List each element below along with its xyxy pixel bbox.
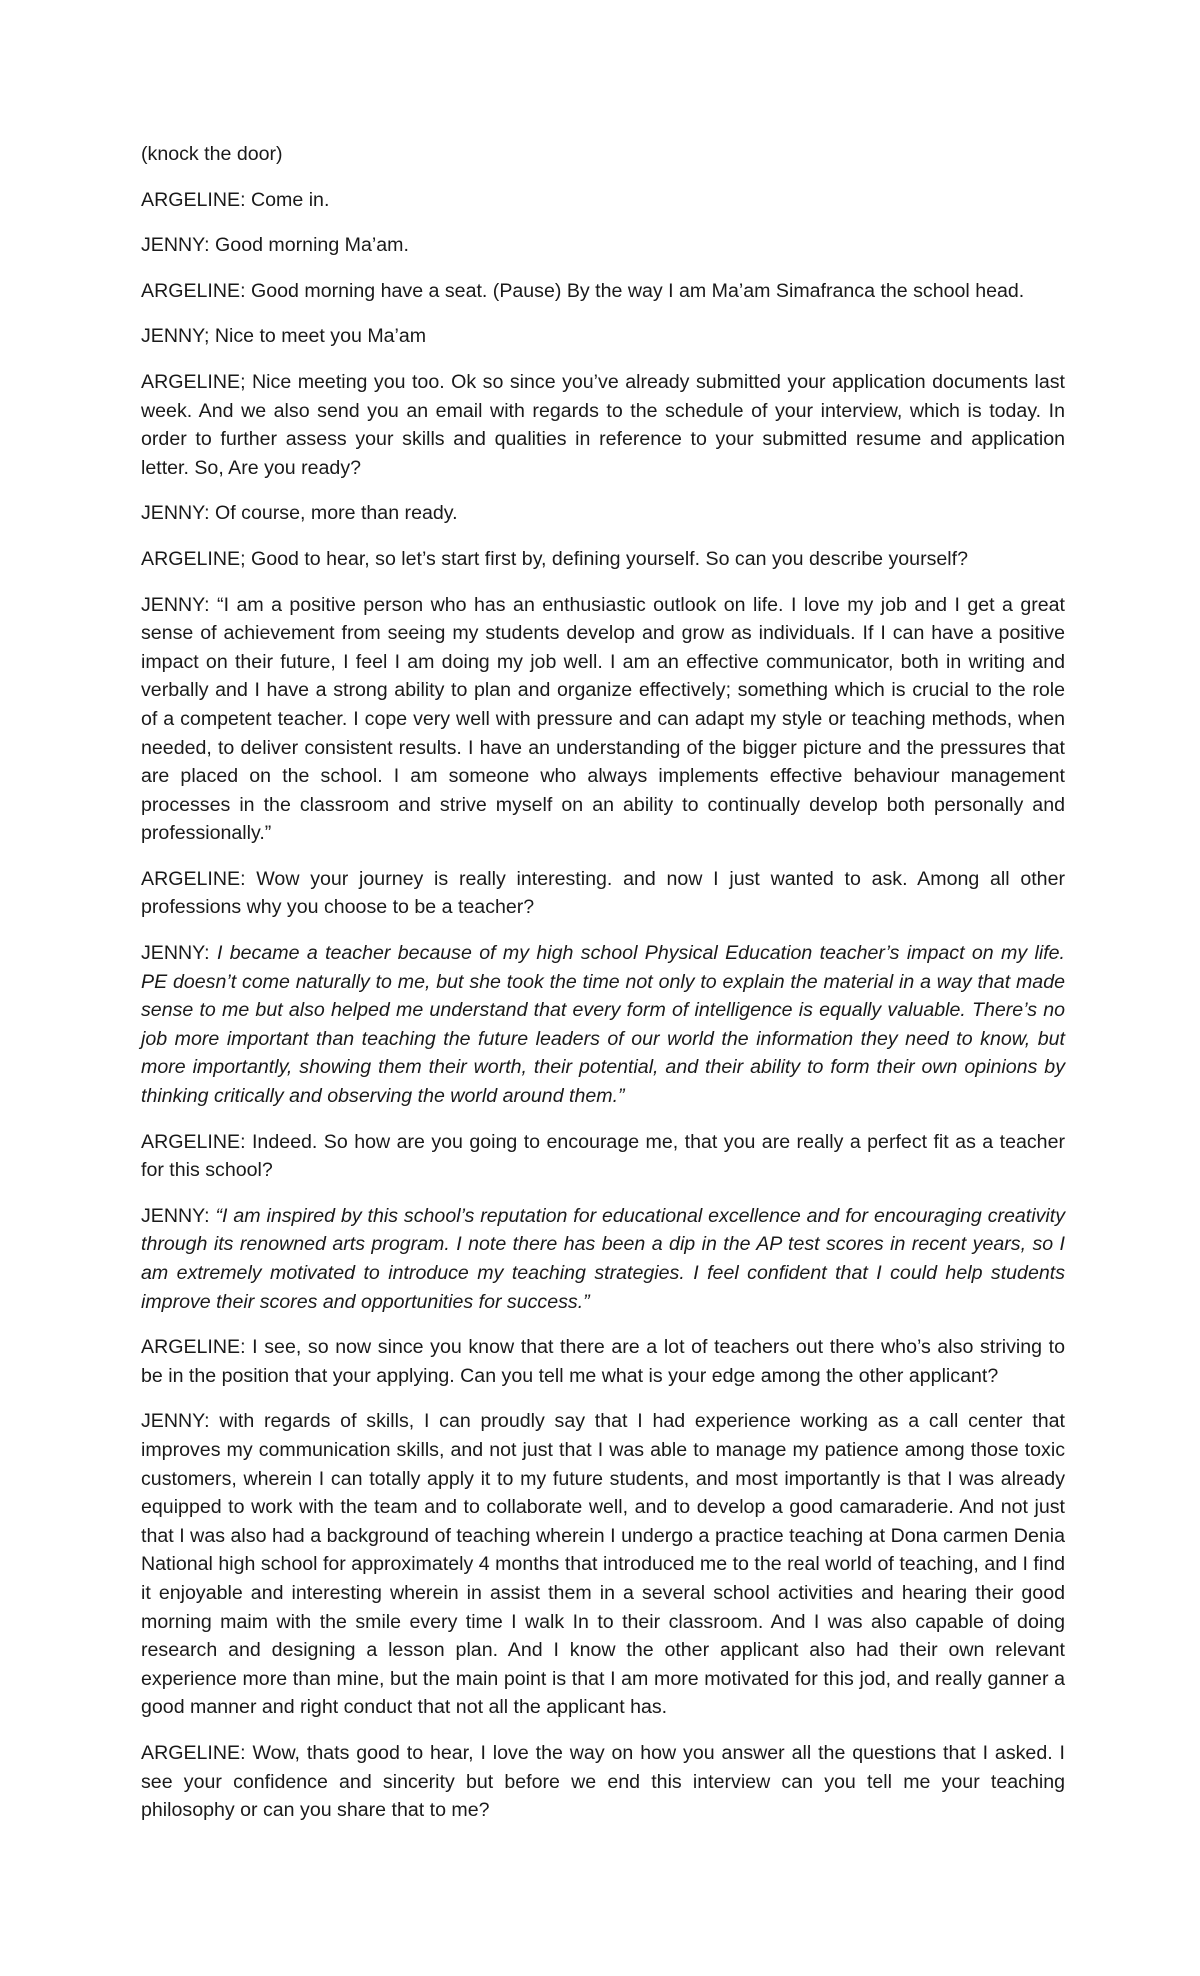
dialogue-text: Good morning have a seat. (Pause) By the way I am Ma’am Simafranca the school head. bbox=[245, 279, 1025, 302]
speaker-name: ARGELINE; bbox=[141, 370, 246, 393]
document-page bbox=[141, 140, 1065, 1842]
dialogue-text: Wow, thats good to hear, I love the way on how you answer all the questions that I asked. I see your confidence and sincerity but before we end this interview can you tell me your teaching philosophy or can you share that to me? bbox=[141, 1741, 1065, 1822]
speaker-name: ARGELINE: bbox=[141, 1741, 246, 1764]
dialogue-text: Come in. bbox=[245, 188, 330, 211]
paragraph-text: (knock the door) bbox=[141, 143, 283, 165]
speaker-name: JENNY: bbox=[141, 234, 210, 257]
speaker-name: ARGELINE: bbox=[141, 279, 246, 302]
dialogue-text: Nice meeting you too. Ok so since you’ve already submitted your application documents last week. And we also send you an email with regards to the schedule of your interview, which is today. In order to further assess your skills and qualities in reference to your submitted resume and application letter. So, Are you ready? bbox=[141, 370, 1065, 479]
dialogue-text: “I am a positive person who has an enthusiastic outlook on life. I love my job and I get a great sense of achievement from seeing my students develop and grow as individuals. If I can have a positive impact on their future, I feel I am doing my job well. I am an effective communicator, both in writing and verbally and I have a strong ability to plan and organize effectively; something which is crucial to the role of a competent teacher. I cope very well with pressure and can adapt my style or teaching methods, when needed, to deliver consistent results. I have an understanding of the bigger picture and the pressures that are placed on the school. I am someone who always implements effective behaviour management processes in the classroom and strive myself on an ability to continually develop both personally and professionally.” bbox=[141, 593, 1065, 845]
dialogue-line bbox=[141, 865, 1065, 922]
dialogue-line bbox=[141, 277, 1065, 306]
dialogue-text: I became a teacher because of my high school Physical Education teacher’s impact on my life. PE doesn’t come naturally to me, but she took the time not only to explain the material in a way that made sense to me but also helped me understand that every form of intelligence is equally valuable. There’s no job more important than teaching the future leaders of our world the information they need to know, but more importantly, showing them their worth, their potential, and their ability to form their own opinions by thinking critically and observing the world around them.” bbox=[141, 942, 1065, 1108]
speaker-name: JENNY: bbox=[141, 1410, 210, 1433]
dialogue-line bbox=[141, 499, 1065, 528]
speaker-name: JENNY: bbox=[141, 502, 210, 525]
dialogue-text: Good morning Ma’am. bbox=[209, 234, 409, 257]
dialogue-text: Indeed. So how are you going to encourage me, that you are really a perfect fit as a teacher for this school? bbox=[141, 1130, 1065, 1182]
speaker-name: JENNY; bbox=[141, 325, 210, 348]
dialogue-line bbox=[141, 186, 1065, 215]
stage-direction bbox=[141, 140, 1065, 169]
dialogue-line bbox=[141, 231, 1065, 260]
dialogue-line bbox=[141, 939, 1065, 1111]
dialogue-text: with regards of skills, I can proudly say that I had experience working as a call center that improves my communication skills, and not just that I was able to manage my patience among those toxic customers, wherein I can totally apply it to my future students, and most importantly is that I was already equipped to work with the team and to collaborate well, and to develop a good camaraderie. And not just that I was also had a background of teaching wherein I undergo a practice teaching at Dona carmen Denia National high school for approximately 4 months that introduced me to the real world of teaching, and I find it enjoyable and interesting wherein in assist them in a several school activities and hearing their good morning maim with the smile every time I walk In to their classroom. And I was also capable of doing research and designing a lesson plan. And I know the other applicant also had their own relevant experience more than mine, but the main point is that I am more motivated for this jod, and really ganner a good manner and right conduct that not all the applicant has. bbox=[141, 1410, 1065, 1719]
dialogue-line bbox=[141, 1739, 1065, 1825]
speaker-name: JENNY: bbox=[141, 942, 210, 965]
speaker-name: JENNY: bbox=[141, 593, 210, 616]
dialogue-line bbox=[141, 1333, 1065, 1390]
dialogue-line bbox=[141, 368, 1065, 482]
speaker-name: ARGELINE; bbox=[141, 547, 246, 570]
speaker-name: ARGELINE: bbox=[141, 1336, 246, 1359]
dialogue-text: Wow your journey is really interesting. and now I just wanted to ask. Among all other professions why you choose to be a teacher? bbox=[141, 867, 1065, 919]
dialogue-line bbox=[141, 1128, 1065, 1185]
dialogue-line bbox=[141, 1202, 1065, 1316]
dialogue-text: Good to hear, so let’s start first by, defining yourself. So can you describe yourself? bbox=[245, 547, 968, 570]
dialogue-line bbox=[141, 322, 1065, 351]
speaker-name: ARGELINE: bbox=[141, 188, 246, 211]
speaker-name: ARGELINE: bbox=[141, 867, 246, 890]
dialogue-line bbox=[141, 591, 1065, 848]
dialogue-text: Of course, more than ready. bbox=[209, 502, 458, 525]
dialogue-text: “I am inspired by this school’s reputation for educational excellence and for encouraging creativity through its renowned arts program. I note there has been a dip in the AP test scores in recent years, so I am extremely motivated to introduce my teaching strategies. I feel confident that I could help students improve their scores and opportunities for success.” bbox=[141, 1204, 1065, 1313]
dialogue-line bbox=[141, 545, 1065, 574]
speaker-name: JENNY: bbox=[141, 1204, 210, 1227]
dialogue-line bbox=[141, 1407, 1065, 1722]
speaker-name: ARGELINE: bbox=[141, 1130, 246, 1153]
dialogue-text: Nice to meet you Ma’am bbox=[209, 325, 427, 348]
dialogue-text: I see, so now since you know that there are a lot of teachers out there who’s also striving to be in the position that your applying. Can you tell me what is your edge among the other applicant? bbox=[141, 1336, 1065, 1387]
